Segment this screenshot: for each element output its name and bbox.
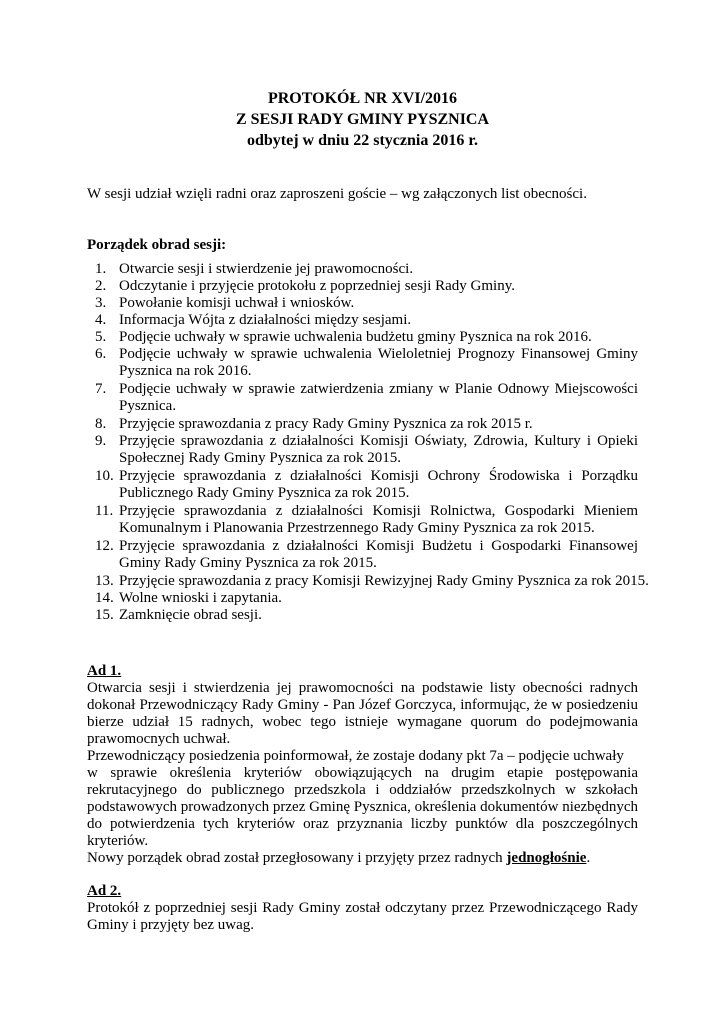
ad1-vote-result: Nowy porządek obrad został przegłosowany i przyjęty przez radnych jednogłośnie. xyxy=(87,850,591,866)
ad2-paragraph: Protokół z poprzedniej sesji Rady Gminy został odczytany przez Przewodniczącego Rady Gminy i przyjęty bez uwag. xyxy=(87,900,638,933)
agenda-item: 12. Przyjęcie sprawozdania z działalności Komisji Budżetu i Gospodarki Finansowej Gminy Rady Gminy Pysznica za rok 2015. xyxy=(95,538,638,571)
agenda-item: 7. Podjęcie uchwały w sprawie zatwierdzenia zmiany w Planie Odnowy Miejscowości Pysznica. xyxy=(95,381,638,414)
agenda-item: 15. Zamknięcie obrad sesji. xyxy=(95,607,262,623)
document-title-line-3: odbytej w dniu 22 stycznia 2016 r. xyxy=(247,132,478,149)
agenda-item: 14. Wolne wnioski i zapytania. xyxy=(95,590,282,606)
agenda-item: 4. Informacja Wójta z działalności między sesjami. xyxy=(95,312,412,328)
vote-result-word: jednogłośnie xyxy=(506,850,587,866)
attendance-note: W sesji udział wzięli radni oraz zaproszeni goście – wg załączonych list obecności. xyxy=(87,186,587,202)
agenda-item: 10. Przyjęcie sprawozdania z działalności Komisji Ochrony Środowiska i Porządku Publicznego Rady Gminy Pysznica za rok 2015. xyxy=(95,468,638,501)
agenda-list xyxy=(87,261,649,624)
agenda-heading: Porządek obrad sesji: xyxy=(87,237,227,253)
agenda-item: 3. Powołanie komisji uchwał i wniosków. xyxy=(95,295,355,311)
ad1-paragraph-2: Przewodniczący posiedzenia poinformował, że zostaje dodany pkt 7a – podjęcie uchwały w sprawie określenia kryteriów obowiązujących na drugim etapie postępowania rekrutacyjnego do publicznego przedszkola i oddziałów przedszkolnych w szkołach podstawowych prowadzonych przez Gminę Pysznica, określenia dokumentów niezbędnych do potwierdzenia tych kryteriów oraz przyznania liczby punktów dla poszczególnych kryteriów. xyxy=(87,748,638,849)
ad1-heading: Ad 1. xyxy=(87,663,122,679)
agenda-item: 1. Otwarcie sesji i stwierdzenie jej prawomocności. xyxy=(95,261,414,277)
ad1-paragraph-1: Otwarcia sesji i stwierdzenia jej prawomocności na podstawie listy obecności radnych dokonał Przewodniczący Rady Gminy - Pan Józef Gorczyca, informując, że w posiedzeniu bierze udział 15 radnych, wobec tego istnieje wymagane quorum do podejmowania prawomocnych uchwał. xyxy=(87,680,638,747)
agenda-item: 8. Przyjęcie sprawozdania z pracy Rady Gminy Pysznica za rok 2015 r. xyxy=(95,416,533,432)
agenda-item: 5. Podjęcie uchwały w sprawie uchwalenia budżetu gminy Pysznica na rok 2016. xyxy=(95,329,592,345)
document-title-line-2: Z SESJI RADY GMINY PYSZNICA xyxy=(235,111,490,128)
agenda-item: 2. Odczytanie i przyjęcie protokołu z poprzedniej sesji Rady Gminy. xyxy=(95,278,515,294)
ad2-heading: Ad 2. xyxy=(87,883,122,899)
agenda-item: 13. Przyjęcie sprawozdania z pracy Komisji Rewizyjnej Rady Gminy Pysznica za rok 2015. xyxy=(95,573,649,589)
agenda-item: 6. Podjęcie uchwały w sprawie uchwalenia Wieloletniej Prognozy Finansowej Gminy Pysznica na rok 2016. xyxy=(95,346,638,379)
agenda-item: 11. Przyjęcie sprawozdania z działalności Komisji Rolnictwa, Gospodarki Mieniem Komunalnym i Planowania Przestrzennego Rady Gminy Pysznica za rok 2015. xyxy=(95,503,638,536)
document-title-line-1: PROTOKÓŁ NR XVI/2016 xyxy=(267,90,458,107)
agenda-item: 9. Przyjęcie sprawozdania z działalności Komisji Oświaty, Zdrowia, Kultury i Opieki Społecznej Rady Gminy Pysznica za rok 2015. xyxy=(95,433,638,466)
